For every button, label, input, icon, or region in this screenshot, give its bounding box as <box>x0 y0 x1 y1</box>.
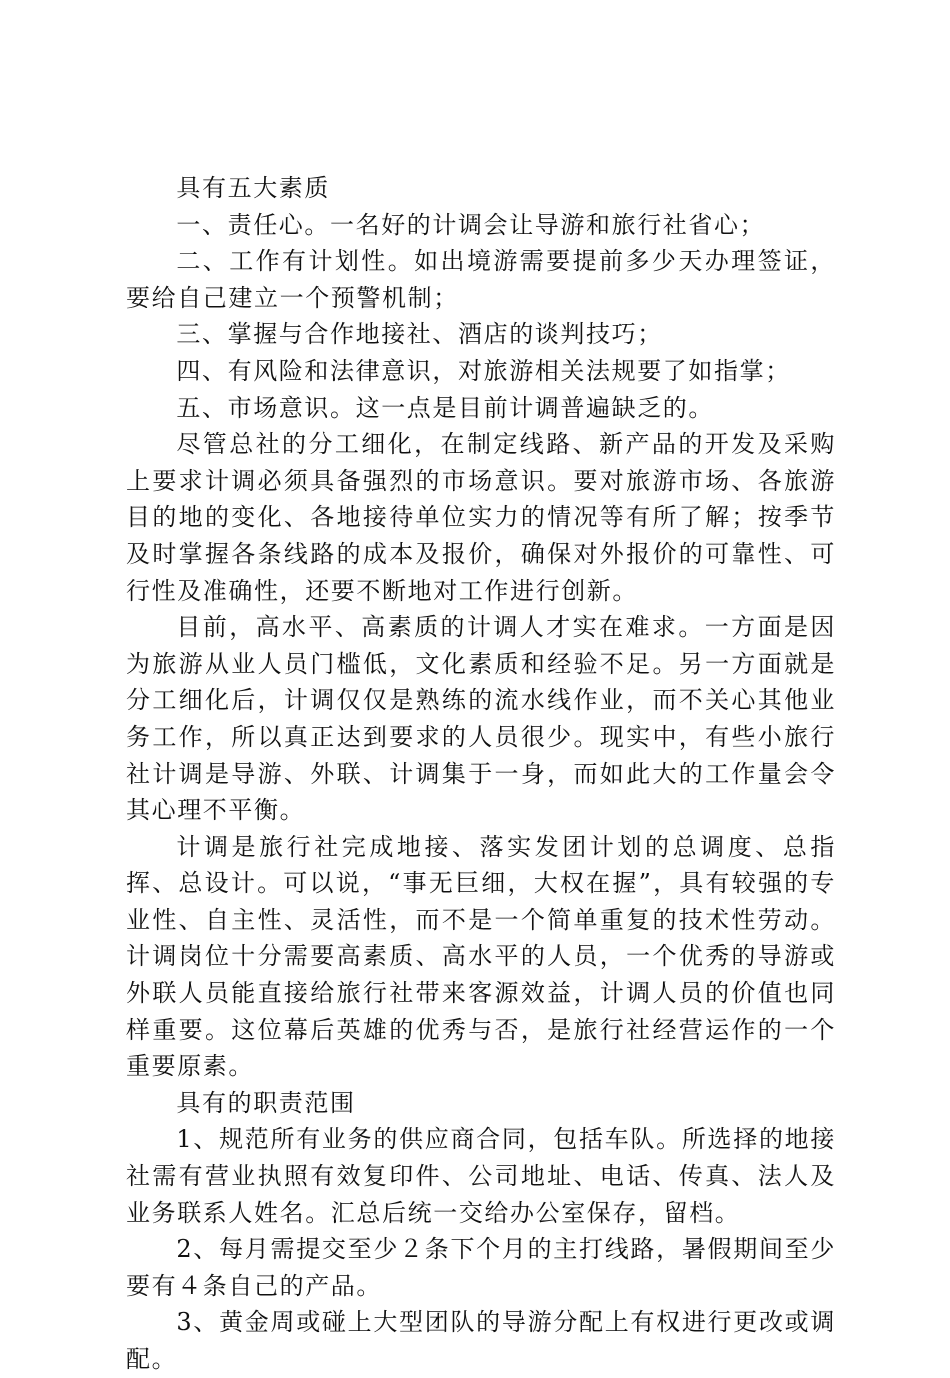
quality-responsibility: 一、责任心。一名好的计调会让导游和旅行社省心； <box>176 210 766 239</box>
responsibility-item-2: 2、每月需提交至少２条下个月的主打线路，暑假期间至少要有４条自己的产品。 <box>126 1235 836 1300</box>
paragraph-role-importance: 计调是旅行社完成地接、落实发团计划的总调度、总指挥、总设计。可以说，“事无巨细，大权在握”，具有较强的专业性、自主性、灵活性，而不是一个简单重复的技术性劳动。计调岗位十分需要高素质、高水平的人员，一个优秀的导游或外联人员能直接给旅行社带来客源效益，计调人员的价值也同样重要。这位幕后英雄的优秀与否，是旅行社经营运作的一个重要原素。 <box>126 832 836 1081</box>
paragraph-market-detail: 尽管总社的分工细化，在制定线路、新产品的开发及采购上要求计调必须具备强烈的市场意识。要对旅游市场、各旅游目的地的变化、各地接待单位实力的情况等有所了解；按季节及时掌握各条线路的成本及报价，确保对外报价的可靠性、可行性及准确性，还要不断地对工作进行创新。 <box>126 430 836 605</box>
quality-planning: 二、工作有计划性。如出境游需要提前多少天办理签证，要给自己建立一个预警机制； <box>126 247 836 312</box>
heading-responsibilities: 具有的职责范围 <box>176 1088 356 1117</box>
responsibility-item-3: 3、黄金周或碰上大型团队的导游分配上有权进行更改或调配。 <box>126 1308 836 1373</box>
heading-five-qualities: 具有五大素质 <box>176 174 330 202</box>
quality-market-awareness: 五、市场意识。这一点是目前计调普遍缺乏的。 <box>176 393 714 422</box>
quality-negotiation: 三、掌握与合作地接社、酒店的谈判技巧； <box>176 320 663 349</box>
document-body <box>126 170 836 1378</box>
paragraph-talent-scarcity: 目前，高水平、高素质的计调人才实在难求。一方面是因为旅游从业人员门槛低，文化素质和经验不足。另一方面就是分工细化后，计调仅仅是熟练的流水线作业，而不关心其他业务工作，所以真正达到要求的人员很少。现实中，有些小旅行社计调是导游、外联、计调集于一身，而如此大的工作量会令其心理不平衡。 <box>126 613 836 825</box>
responsibility-item-1: 1、规范所有业务的供应商合同，包括车队。所选择的地接社需有营业执照有效复印件、公司地址、电话、传真、法人及业务联系人姓名。汇总后统一交给办公室保存，留档。 <box>126 1125 836 1227</box>
quality-legal-awareness: 四、有风险和法律意识，对旅游相关法规要了如指掌； <box>176 356 791 385</box>
